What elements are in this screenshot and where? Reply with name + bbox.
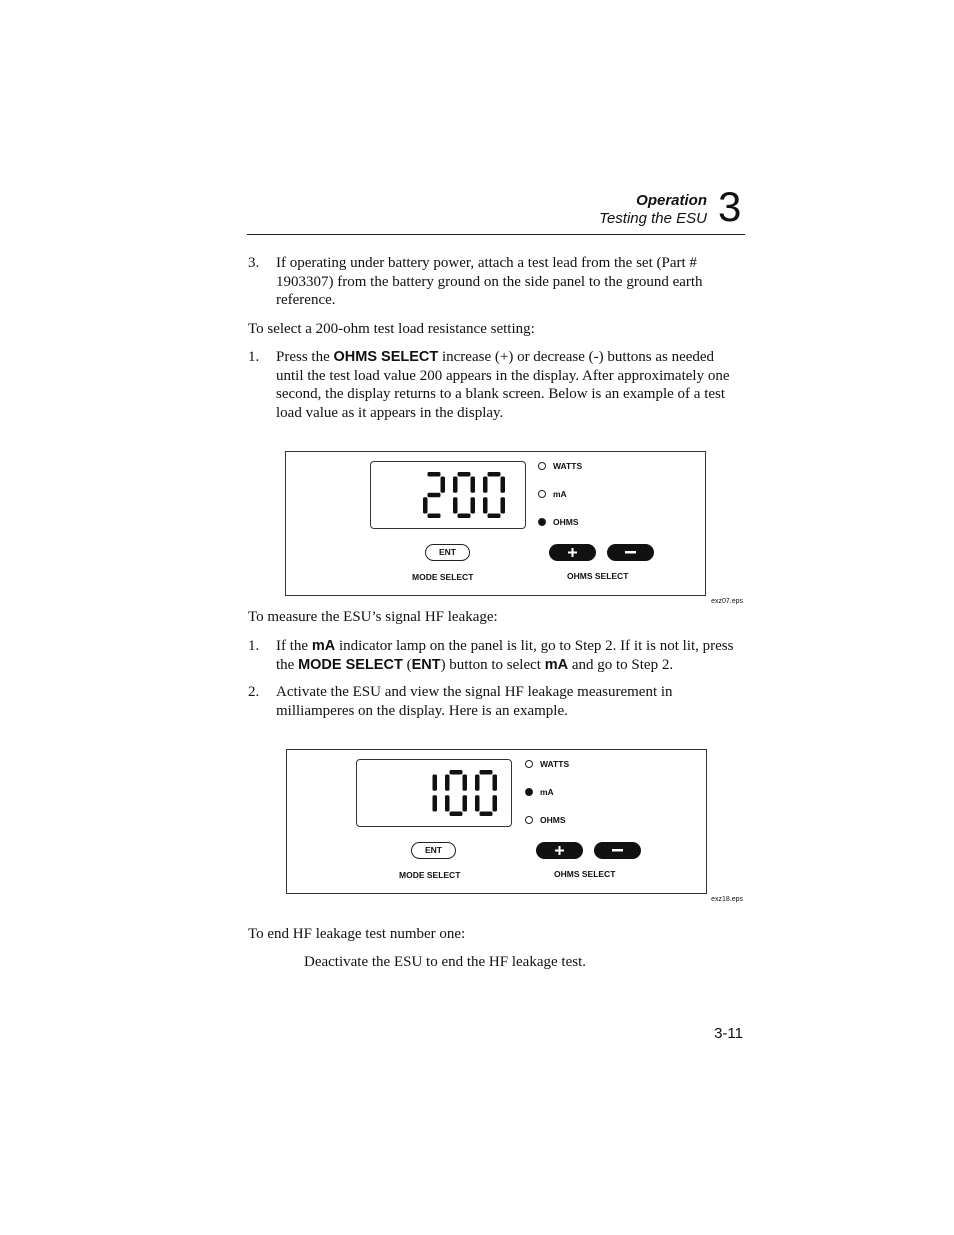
- minus-button[interactable]: [607, 544, 654, 561]
- step-number: 2.: [248, 684, 260, 700]
- display-value: [407, 760, 497, 826]
- digit-segment: [428, 514, 441, 519]
- step-text: If operating under battery power, attach a test lead from the set (Part # 1903307) from the battery ground on the side panel to the ground earth reference.: [276, 255, 703, 308]
- header-rule: [247, 234, 745, 235]
- indicator-watts: WATTS: [538, 461, 582, 471]
- minus-icon: [607, 544, 654, 561]
- digit-segment: [483, 477, 488, 493]
- digit-segment: [433, 795, 438, 811]
- digit-segment: [493, 795, 498, 811]
- digit-segment: [450, 812, 463, 817]
- control-panel-figure-2: [286, 749, 707, 894]
- digit-segment: [501, 497, 506, 513]
- section-title: Testing the ESU: [599, 210, 707, 227]
- intro-200ohm: To select a 200-ohm test load resistance setting:: [248, 321, 535, 337]
- step-text: Press the OHMS SELECT increase (+) or decrease (-) buttons as needed until the test load value 200 appears in the display. After approximately one second, the display returns to a blank screen. Below is an example of a test load value as it appears in the display.: [276, 349, 730, 421]
- lcd-display: [356, 759, 512, 827]
- hf-step-2: [248, 683, 748, 723]
- digit-segment: [488, 514, 501, 519]
- digit-segment: [501, 477, 506, 493]
- digit-segment: [488, 472, 501, 477]
- digit-segment: [475, 775, 480, 791]
- indicator-ohms: OHMS: [525, 815, 566, 825]
- ohms-select-label: OHMS SELECT: [554, 869, 616, 879]
- step-3: [248, 254, 748, 314]
- minus-button[interactable]: [594, 842, 641, 859]
- digit-segment: [463, 795, 468, 811]
- seven-segment-digits: [415, 467, 505, 523]
- digit-segment: [475, 795, 480, 811]
- digit-segment: [480, 770, 493, 775]
- ohms-step-1: [248, 348, 748, 428]
- ohms-select-label: OHMS SELECT: [567, 571, 629, 581]
- indicator-lamp-lit: [525, 788, 533, 796]
- digit-segment: [445, 775, 450, 791]
- step-number: 1.: [248, 638, 260, 654]
- seven-segment-digits: [407, 765, 497, 821]
- digit-segment: [423, 497, 428, 513]
- plus-icon: [549, 544, 596, 561]
- end-intro: To end HF leakage test number one:: [248, 926, 466, 942]
- minus-icon: [594, 842, 641, 859]
- digit-segment: [458, 514, 471, 519]
- plus-icon: [536, 842, 583, 859]
- ent-button[interactable]: ENT: [411, 842, 456, 859]
- indicator-lamp: [538, 462, 546, 470]
- digit-segment: [433, 775, 438, 791]
- digit-segment: [428, 472, 441, 477]
- plus-button[interactable]: [536, 842, 583, 859]
- digit-segment: [445, 795, 450, 811]
- hf-step-1: [248, 637, 748, 677]
- digit-segment: [453, 497, 458, 513]
- figure-id: exz07.eps: [711, 598, 743, 605]
- indicator-ma: mA: [538, 489, 567, 499]
- digit-segment: [463, 775, 468, 791]
- indicator-lamp: [525, 816, 533, 824]
- step-number: 3.: [248, 255, 260, 271]
- step-text: Activate the ESU and view the signal HF leakage measurement in milliamperes on the display. Here is an example.: [276, 684, 673, 719]
- digit-segment: [441, 477, 446, 493]
- digit-segment: [480, 812, 493, 817]
- figure-id: exz18.eps: [711, 896, 743, 903]
- digit-segment: [493, 775, 498, 791]
- intro-hf: To measure the ESU’s signal HF leakage:: [248, 609, 498, 625]
- chapter-title: Operation: [636, 192, 707, 209]
- digit-segment: [471, 477, 476, 493]
- ohms-select-ref: OHMS SELECT: [333, 349, 439, 365]
- digit-segment: [428, 493, 441, 498]
- step-number: 1.: [248, 349, 260, 365]
- digit-segment: [471, 497, 476, 513]
- lcd-display: [370, 461, 526, 529]
- indicator-ohms: OHMS: [538, 517, 579, 527]
- page-number: 3-11: [714, 1025, 743, 1042]
- plus-button[interactable]: [549, 544, 596, 561]
- digit-segment: [458, 472, 471, 477]
- indicator-lamp: [538, 490, 546, 498]
- mode-select-label: MODE SELECT: [399, 870, 461, 880]
- digit-segment: [450, 770, 463, 775]
- control-panel-figure-1: [285, 451, 706, 596]
- indicator-lamp-lit: [538, 518, 546, 526]
- ent-button[interactable]: ENT: [425, 544, 470, 561]
- indicator-watts: WATTS: [525, 759, 569, 769]
- display-value: [415, 462, 505, 528]
- digit-segment: [483, 497, 488, 513]
- mode-select-label: MODE SELECT: [412, 572, 474, 582]
- indicator-lamp: [525, 760, 533, 768]
- digit-segment: [453, 477, 458, 493]
- indicator-ma: mA: [525, 787, 554, 797]
- step-text: If the mA indicator lamp on the panel is lit, go to Step 2. If it is not lit, press the MODE SELECT (ENT) button to select mA and go to Step 2.: [276, 638, 734, 673]
- chapter-number: 3: [718, 183, 742, 230]
- end-step: Deactivate the ESU to end the HF leakage test.: [304, 954, 586, 970]
